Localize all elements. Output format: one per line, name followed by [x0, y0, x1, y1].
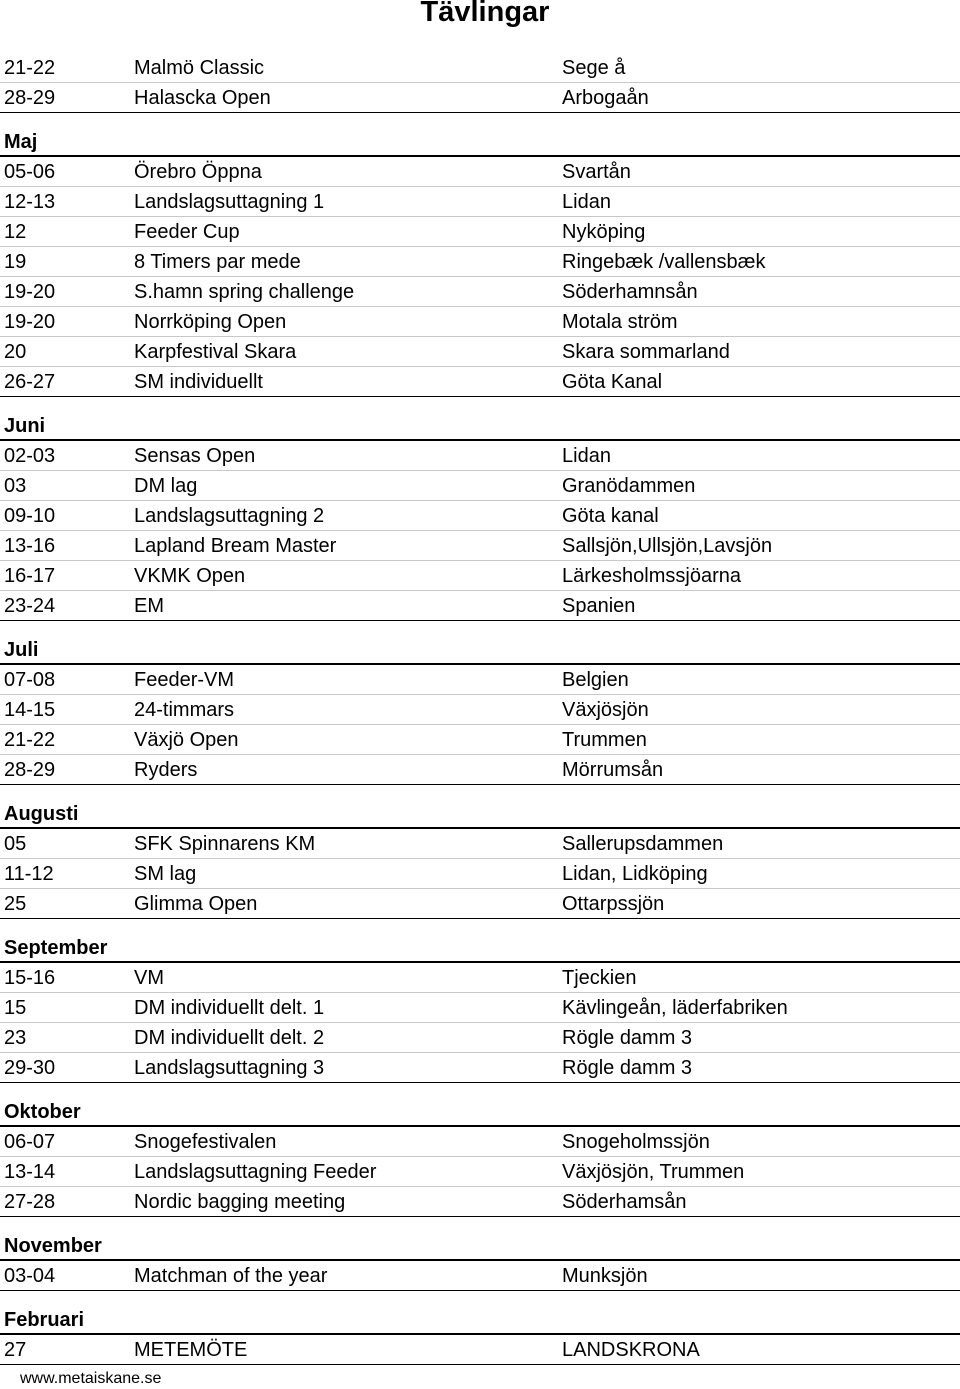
competition-row — [0, 83, 960, 113]
competition-date: 28-29 — [4, 87, 56, 109]
section-gap — [0, 785, 960, 799]
competition-place: LANDSKRONA — [562, 1339, 700, 1361]
competition-row — [0, 367, 960, 397]
competition-name: SFK Spinnarens KM — [134, 833, 316, 855]
month-heading: September — [0, 933, 960, 963]
competition-name: EM — [134, 595, 164, 617]
competition-name: Landslagsuttagning Feeder — [134, 1161, 377, 1183]
competition-row — [0, 859, 960, 889]
competition-name: Glimma Open — [134, 893, 258, 915]
competition-place: Göta Kanal — [562, 371, 663, 393]
competition-name: Malmö Classic — [134, 57, 265, 79]
competition-name: SM lag — [134, 863, 197, 885]
competition-date: 12 — [4, 221, 27, 243]
competition-row — [0, 1261, 960, 1291]
competition-date: 14-15 — [4, 699, 56, 721]
competition-place: Rögle damm 3 — [562, 1057, 693, 1079]
competition-place: Lärkesholmssjöarna — [562, 565, 741, 587]
competition-row — [0, 963, 960, 993]
competition-place: Motala ström — [562, 311, 678, 333]
competition-place: Tjeckien — [562, 967, 637, 989]
competition-place: Söderhamnsån — [562, 281, 698, 303]
competition-row — [0, 53, 960, 83]
competition-row — [0, 1023, 960, 1053]
competition-place: Lidan — [562, 445, 611, 467]
competition-name: Landslagsuttagning 2 — [134, 505, 325, 527]
competition-place: Snogeholmssjön — [562, 1131, 710, 1153]
competition-row — [0, 695, 960, 725]
competition-name: Karpfestival Skara — [134, 341, 297, 363]
competition-row — [0, 247, 960, 277]
competition-place: Sallsjön,Ullsjön,Lavsjön — [562, 535, 773, 557]
competition-name: DM individuellt delt. 2 — [134, 1027, 325, 1049]
section-gap — [0, 1291, 960, 1305]
month-heading: Juli — [0, 635, 960, 665]
section-gap — [0, 621, 960, 635]
section-gap — [0, 919, 960, 933]
competition-row — [0, 307, 960, 337]
competition-date: 15-16 — [4, 967, 56, 989]
competition-date: 09-10 — [4, 505, 56, 527]
competition-date: 12-13 — [4, 191, 56, 213]
section-gap — [0, 1083, 960, 1097]
competition-place: Granödammen — [562, 475, 696, 497]
competition-row — [0, 337, 960, 367]
month-heading: Oktober — [0, 1097, 960, 1127]
competition-date: 02-03 — [4, 445, 56, 467]
competition-date: 21-22 — [4, 729, 56, 751]
competition-date: 27-28 — [4, 1191, 56, 1213]
competition-name: Lapland Bream Master — [134, 535, 337, 557]
month-heading: Februari — [0, 1305, 960, 1335]
competition-date: 06-07 — [4, 1131, 56, 1153]
competition-name: Feeder Cup — [134, 221, 240, 243]
competition-place: Belgien — [562, 669, 629, 691]
competition-row — [0, 1053, 960, 1083]
competition-row — [0, 1157, 960, 1187]
competition-place: Skara sommarland — [562, 341, 730, 363]
competition-name: 8 Timers par mede — [134, 251, 301, 273]
competition-place: Trummen — [562, 729, 647, 751]
competition-date: 28-29 — [4, 759, 56, 781]
competition-date: 13-14 — [4, 1161, 56, 1183]
competition-place: Arbogaån — [562, 87, 649, 109]
competition-name: Växjö Open — [134, 729, 239, 751]
competition-place: Söderhamsån — [562, 1191, 687, 1213]
month-heading: Juni — [0, 411, 960, 441]
competition-table — [0, 53, 960, 1365]
competition-date: 05 — [4, 833, 27, 855]
competition-date: 16-17 — [4, 565, 56, 587]
competition-row — [0, 665, 960, 695]
competition-name: VM — [134, 967, 164, 989]
competition-name: Sensas Open — [134, 445, 256, 467]
competition-row — [0, 501, 960, 531]
page-title: Tävlingar — [420, 0, 550, 28]
competition-date: 23-24 — [4, 595, 56, 617]
competition-place: Spanien — [562, 595, 636, 617]
competition-name: Matchman of the year — [134, 1265, 328, 1287]
competition-date: 03 — [4, 475, 27, 497]
competition-place: Sege å — [562, 57, 626, 79]
competition-name: Snogefestivalen — [134, 1131, 277, 1153]
competition-place: Ottarpssjön — [562, 893, 665, 915]
competition-place: Svartån — [562, 161, 631, 183]
competition-name: METEMÖTE — [134, 1339, 248, 1361]
section-gap — [0, 1217, 960, 1231]
competition-date: 19-20 — [4, 311, 56, 333]
competition-row — [0, 993, 960, 1023]
competition-row — [0, 471, 960, 501]
competition-place: Lidan, Lidköping — [562, 863, 708, 885]
competition-name: 24-timmars — [134, 699, 235, 721]
competition-date: 19 — [4, 251, 27, 273]
competition-date: 03-04 — [4, 1265, 56, 1287]
competition-name: DM individuellt delt. 1 — [134, 997, 325, 1019]
competition-place: Växjösjön — [562, 699, 649, 721]
competition-date: 27 — [4, 1339, 27, 1361]
competition-row — [0, 531, 960, 561]
competition-row — [0, 725, 960, 755]
competition-date: 19-20 — [4, 281, 56, 303]
competition-row — [0, 889, 960, 919]
competition-name: VKMK Open — [134, 565, 246, 587]
competition-row — [0, 441, 960, 471]
competition-row — [0, 755, 960, 785]
competition-row — [0, 1187, 960, 1217]
competition-row — [0, 561, 960, 591]
competition-place: Nyköping — [562, 221, 646, 243]
competition-name: Halascka Open — [134, 87, 271, 109]
competition-name: Feeder-VM — [134, 669, 235, 691]
competition-name: S.hamn spring challenge — [134, 281, 355, 303]
competition-row — [0, 217, 960, 247]
competition-date: 07-08 — [4, 669, 56, 691]
footer-website: www.metaiskane.se — [20, 1370, 162, 1387]
competition-date: 20 — [4, 341, 27, 363]
competition-place: Sallerupsdammen — [562, 833, 724, 855]
competition-row — [0, 1127, 960, 1157]
competition-name: Nordic bagging meeting — [134, 1191, 346, 1213]
competition-row — [0, 277, 960, 307]
competition-date: 15 — [4, 997, 27, 1019]
month-heading: Augusti — [0, 799, 960, 829]
competition-name: Norrköping Open — [134, 311, 287, 333]
competition-name: Landslagsuttagning 3 — [134, 1057, 325, 1079]
competition-date: 29-30 — [4, 1057, 56, 1079]
month-heading: November — [0, 1231, 960, 1261]
competition-place: Munksjön — [562, 1265, 648, 1287]
competition-place: Kävlingeån, läderfabriken — [562, 997, 788, 1019]
section-gap — [0, 397, 960, 411]
competition-date: 26-27 — [4, 371, 56, 393]
competition-date: 13-16 — [4, 535, 56, 557]
competition-row — [0, 829, 960, 859]
competition-place: Göta kanal — [562, 505, 659, 527]
competition-date: 05-06 — [4, 161, 56, 183]
competition-place: Lidan — [562, 191, 611, 213]
competition-place: Mörrumsån — [562, 759, 664, 781]
competition-name: Ryders — [134, 759, 198, 781]
competition-row — [0, 591, 960, 621]
competition-date: 11-12 — [4, 863, 54, 885]
month-heading: Maj — [0, 127, 960, 157]
competition-name: DM lag — [134, 475, 198, 497]
competition-name: Landslagsuttagning 1 — [134, 191, 325, 213]
section-gap — [0, 113, 960, 127]
competition-date: 21-22 — [4, 57, 56, 79]
competition-place: Rögle damm 3 — [562, 1027, 693, 1049]
competition-row — [0, 157, 960, 187]
competition-place: Växjösjön, Trummen — [562, 1161, 745, 1183]
competition-place: Ringebæk /vallensbæk — [562, 251, 766, 273]
competition-name: Örebro Öppna — [134, 161, 262, 183]
competition-row — [0, 187, 960, 217]
competition-date: 25 — [4, 893, 27, 915]
competition-row — [0, 1335, 960, 1365]
competition-name: SM individuellt — [134, 371, 263, 393]
competition-date: 23 — [4, 1027, 27, 1049]
